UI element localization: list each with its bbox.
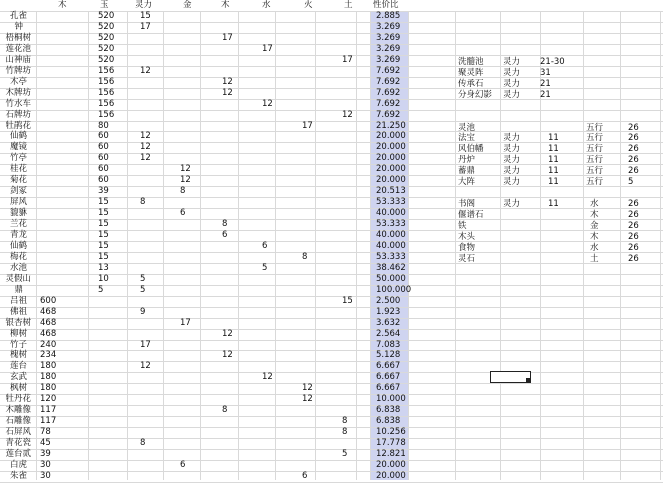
side-item-element[interactable]: 五行: [586, 123, 604, 133]
item-name[interactable]: 槐树: [10, 350, 28, 360]
side-item-value[interactable]: 21: [540, 79, 551, 89]
fire-value[interactable]: 8: [302, 252, 308, 262]
side-item-type[interactable]: 灵力: [503, 57, 521, 67]
jade-cost[interactable]: 15: [98, 252, 109, 262]
ratio-value[interactable]: 100.000: [376, 285, 412, 295]
header-jade[interactable]: 玉: [100, 0, 109, 10]
wood-cost[interactable]: 600: [40, 296, 57, 306]
ratio-value[interactable]: 5.128: [376, 350, 401, 360]
jade-cost[interactable]: 520: [98, 33, 115, 43]
earth-value[interactable]: 8: [342, 427, 348, 437]
jade-cost[interactable]: 520: [98, 44, 115, 54]
ratio-value[interactable]: 40.000: [376, 230, 406, 240]
side-item-value[interactable]: 11: [548, 155, 559, 165]
side-item-element[interactable]: 五行: [586, 133, 604, 143]
side-item-type[interactable]: 灵力: [503, 68, 521, 78]
ratio-value[interactable]: 3.269: [376, 55, 401, 65]
item-name[interactable]: 梧桐树: [5, 33, 32, 43]
earth-value[interactable]: 12: [342, 110, 353, 120]
ratio-value[interactable]: 20.513: [376, 186, 406, 196]
item-name[interactable]: 貔貅: [10, 208, 28, 218]
gridline-vertical: [88, 0, 89, 480]
gridline-vertical: [620, 0, 621, 480]
item-name[interactable]: 剑冢: [10, 186, 28, 196]
ratio-value[interactable]: 2.564: [376, 329, 401, 339]
side-item-type[interactable]: 灵力: [503, 90, 521, 100]
ratio-value[interactable]: 20.000: [376, 142, 406, 152]
jade-cost[interactable]: 60: [98, 164, 109, 174]
header-fire[interactable]: 火: [304, 0, 313, 10]
gridline-horizontal: [0, 449, 663, 450]
jade-cost[interactable]: 156: [98, 66, 115, 76]
ratio-value[interactable]: 3.269: [376, 22, 401, 32]
ratio-value[interactable]: 3.269: [376, 33, 401, 43]
selected-cell[interactable]: [490, 371, 531, 383]
item-name[interactable]: 孔雀: [10, 11, 28, 21]
side-item-value[interactable]: 11: [548, 177, 559, 187]
side-item-type[interactable]: 灵力: [503, 177, 521, 187]
item-name[interactable]: 仙鹤: [10, 131, 28, 141]
item-name[interactable]: 牡丹花: [5, 394, 32, 404]
item-name[interactable]: 佛祖: [10, 307, 28, 317]
gridline-vertical: [238, 0, 239, 480]
spirit-value[interactable]: 12: [140, 142, 151, 152]
gridline-horizontal: [0, 405, 663, 406]
spirit-value[interactable]: 15: [140, 11, 151, 21]
gridline-vertical: [370, 0, 371, 480]
side-item-name[interactable]: 食物: [458, 243, 476, 253]
jade-cost[interactable]: 15: [98, 208, 109, 218]
ratio-value[interactable]: 3.269: [376, 44, 401, 54]
ratio-value[interactable]: 17.778: [376, 438, 406, 448]
side-item-element-value[interactable]: 26: [628, 210, 639, 220]
gridline-horizontal: [0, 438, 663, 439]
item-name[interactable]: 梅花: [10, 252, 28, 262]
side-item-element-value[interactable]: 26: [628, 243, 639, 253]
ratio-value[interactable]: 20.000: [376, 471, 406, 481]
side-item-element[interactable]: 水: [590, 243, 599, 253]
side-item-element[interactable]: 五行: [586, 144, 604, 154]
ratio-value[interactable]: 7.083: [376, 340, 401, 350]
wood-cost[interactable]: 468: [40, 318, 57, 328]
ratio-value[interactable]: 6.667: [376, 372, 401, 382]
wood-value[interactable]: 17: [222, 33, 233, 43]
item-name[interactable]: 兰花: [10, 219, 28, 229]
jade-cost[interactable]: 5: [98, 285, 104, 295]
fire-value[interactable]: 17: [302, 121, 313, 131]
jade-cost[interactable]: 520: [98, 22, 115, 32]
gridline-horizontal: [0, 350, 663, 351]
gridline-horizontal: [0, 394, 663, 395]
side-item-name[interactable]: 聚灵阵: [458, 68, 484, 78]
jade-cost[interactable]: 15: [98, 197, 109, 207]
ratio-value[interactable]: 10.000: [376, 394, 406, 404]
item-name[interactable]: 竹子: [10, 340, 28, 350]
item-name[interactable]: 竹亭: [10, 153, 28, 163]
wood-cost[interactable]: 120: [40, 394, 57, 404]
gridline-vertical: [408, 0, 409, 480]
header-water[interactable]: 水: [262, 0, 271, 10]
item-name[interactable]: 石屏风: [5, 427, 32, 437]
gridline-horizontal: [0, 372, 663, 373]
item-name[interactable]: 鼎: [14, 285, 24, 295]
ratio-value[interactable]: 3.632: [376, 318, 401, 328]
side-item-name[interactable]: 铁: [458, 221, 467, 231]
side-item-name[interactable]: 法宝: [458, 133, 476, 143]
gold-value[interactable]: 17: [180, 318, 191, 328]
side-item-name[interactable]: 洗髓池: [458, 57, 484, 67]
water-value[interactable]: 12: [262, 372, 273, 382]
gridline-vertical: [275, 0, 276, 480]
item-name[interactable]: 莲花池: [5, 44, 32, 54]
side-item-type[interactable]: 灵力: [503, 155, 521, 165]
gridline-horizontal: [0, 307, 663, 308]
gridline-horizontal: [0, 460, 663, 461]
side-item-element-value[interactable]: 26: [628, 166, 639, 176]
earth-value[interactable]: 8: [342, 416, 348, 426]
gridline-horizontal: [0, 427, 663, 428]
earth-value[interactable]: 5: [342, 449, 348, 459]
gridline-vertical: [315, 0, 316, 480]
wood-value[interactable]: 12: [222, 329, 233, 339]
side-item-value[interactable]: 11: [548, 199, 559, 209]
wood-cost[interactable]: 180: [40, 383, 57, 393]
spirit-value[interactable]: 12: [140, 131, 151, 141]
header-spirit[interactable]: 灵力: [135, 0, 153, 10]
jade-cost[interactable]: 156: [98, 110, 115, 120]
item-name[interactable]: 竹水车: [5, 99, 32, 109]
spirit-value[interactable]: 9: [140, 307, 146, 317]
header-wood[interactable]: 木: [58, 0, 67, 10]
wood-cost[interactable]: 45: [40, 438, 51, 448]
side-item-name[interactable]: 偃谱石: [458, 210, 484, 220]
fill-handle[interactable]: [526, 378, 530, 382]
ratio-value[interactable]: 20.000: [376, 131, 406, 141]
header-earth[interactable]: 土: [344, 0, 353, 10]
item-name[interactable]: 木牌坊: [5, 88, 32, 98]
ratio-value[interactable]: 53.333: [376, 252, 406, 262]
wood-cost[interactable]: 30: [40, 460, 51, 470]
wood-cost[interactable]: 180: [40, 361, 57, 371]
side-item-element-value[interactable]: 26: [628, 232, 639, 242]
side-item-element[interactable]: 木: [590, 210, 599, 220]
item-name[interactable]: 仙鹤: [10, 241, 28, 251]
side-item-element[interactable]: 木: [590, 232, 599, 242]
ratio-value[interactable]: 7.692: [376, 99, 401, 109]
ratio-value[interactable]: 20.000: [376, 175, 406, 185]
gridline-vertical: [500, 0, 501, 480]
ratio-value[interactable]: 20.000: [376, 164, 406, 174]
item-name[interactable]: 山神庙: [5, 55, 32, 65]
gridline-horizontal: [0, 416, 663, 417]
gridline-horizontal: [0, 340, 663, 341]
item-name[interactable]: 莲台: [10, 361, 28, 371]
wood-cost[interactable]: 117: [40, 405, 57, 415]
ratio-value[interactable]: 7.692: [376, 66, 401, 76]
jade-cost[interactable]: 156: [98, 77, 115, 87]
water-value[interactable]: 5: [262, 263, 268, 273]
item-name[interactable]: 石牌坊: [5, 110, 32, 120]
jade-cost[interactable]: 15: [98, 241, 109, 251]
jade-cost[interactable]: 80: [98, 121, 109, 131]
side-item-element[interactable]: 金: [590, 221, 599, 231]
ratio-value[interactable]: 21.250: [376, 121, 406, 131]
wood-cost[interactable]: 78: [40, 427, 51, 437]
side-item-name[interactable]: 风伯幡: [458, 144, 484, 154]
ratio-value[interactable]: 6.667: [376, 383, 401, 393]
item-name[interactable]: 吕祖: [10, 296, 28, 306]
ratio-value[interactable]: 1.923: [376, 307, 401, 317]
gridline-vertical: [660, 0, 661, 480]
gold-value[interactable]: 12: [180, 175, 191, 185]
item-name[interactable]: 莲台贰: [5, 449, 32, 459]
side-item-element-value[interactable]: 26: [628, 144, 639, 154]
gridline-vertical: [356, 0, 357, 480]
side-item-value[interactable]: 11: [548, 166, 559, 176]
jade-cost[interactable]: 520: [98, 55, 115, 65]
side-item-element-value[interactable]: 26: [628, 199, 639, 209]
gridline-vertical: [36, 0, 37, 480]
item-name[interactable]: 白虎: [10, 460, 28, 470]
item-name[interactable]: 石雕像: [5, 416, 32, 426]
item-name[interactable]: 竹牌坊: [5, 66, 32, 76]
side-item-element[interactable]: 水: [590, 199, 599, 209]
ratio-value[interactable]: 53.333: [376, 219, 406, 229]
header-ratio[interactable]: 性价比: [373, 0, 399, 10]
ratio-value[interactable]: 40.000: [376, 208, 406, 218]
jade-cost[interactable]: 520: [98, 11, 115, 21]
item-name[interactable]: 钟: [14, 22, 24, 32]
side-item-element-value[interactable]: 26: [628, 221, 639, 231]
ratio-value[interactable]: 7.692: [376, 88, 401, 98]
spirit-value[interactable]: 12: [140, 66, 151, 76]
wood-value[interactable]: 8: [222, 405, 228, 415]
item-name[interactable]: 灵假山: [5, 274, 32, 284]
gridline-horizontal: [0, 361, 663, 362]
spirit-value[interactable]: 8: [140, 197, 146, 207]
fire-value[interactable]: 6: [302, 471, 308, 481]
item-name[interactable]: 木雕像: [5, 405, 32, 415]
ratio-value[interactable]: 12.821: [376, 449, 406, 459]
side-item-element[interactable]: 五行: [586, 177, 604, 187]
spirit-value[interactable]: 17: [140, 22, 151, 32]
ratio-value[interactable]: 38.462: [376, 263, 406, 273]
side-item-element[interactable]: 五行: [586, 155, 604, 165]
gold-value[interactable]: 8: [180, 186, 186, 196]
ratio-value[interactable]: 20.000: [376, 460, 406, 470]
ratio-value[interactable]: 6.838: [376, 416, 401, 426]
gridline-horizontal: [0, 329, 663, 330]
side-item-name[interactable]: 传承石: [458, 79, 484, 89]
side-item-value[interactable]: 21-30: [540, 57, 565, 67]
earth-value[interactable]: 15: [342, 296, 353, 306]
item-name[interactable]: 枫树: [10, 383, 28, 393]
item-name[interactable]: 青花瓷: [5, 438, 32, 448]
side-item-name[interactable]: 灵池: [458, 123, 476, 133]
jade-cost[interactable]: 60: [98, 153, 109, 163]
side-item-type[interactable]: 灵力: [503, 166, 521, 176]
side-item-name[interactable]: 分身幻影: [458, 90, 493, 100]
ratio-value[interactable]: 20.000: [376, 153, 406, 163]
side-item-element-value[interactable]: 26: [628, 123, 639, 133]
spirit-value[interactable]: 8: [140, 438, 146, 448]
ratio-value[interactable]: 40.000: [376, 241, 406, 251]
gridline-vertical: [200, 0, 201, 480]
side-item-element-value[interactable]: 26: [628, 155, 639, 165]
item-name[interactable]: 屏风: [10, 197, 28, 207]
jade-cost[interactable]: 15: [98, 219, 109, 229]
jade-cost[interactable]: 156: [98, 99, 115, 109]
jade-cost[interactable]: 13: [98, 263, 109, 273]
side-item-value[interactable]: 21: [540, 90, 551, 100]
jade-cost[interactable]: 39: [98, 186, 109, 196]
gridline-horizontal: [0, 318, 663, 319]
water-value[interactable]: 6: [262, 241, 268, 251]
wood-value[interactable]: 12: [222, 77, 233, 87]
spirit-value[interactable]: 5: [140, 285, 146, 295]
wood-cost[interactable]: 39: [40, 449, 51, 459]
side-item-element[interactable]: 五行: [586, 166, 604, 176]
header-row: [0, 0, 663, 11]
gridline-horizontal: [0, 296, 663, 297]
side-item-name[interactable]: 书阁: [458, 199, 476, 209]
spirit-value[interactable]: 5: [140, 274, 146, 284]
ratio-value[interactable]: 2.885: [376, 11, 401, 21]
ratio-value[interactable]: 50.000: [376, 274, 406, 284]
item-name[interactable]: 玄武: [10, 372, 28, 382]
side-item-name[interactable]: 灵石: [458, 254, 476, 264]
ratio-value[interactable]: 6.667: [376, 361, 401, 371]
wood-value[interactable]: 8: [222, 219, 228, 229]
side-item-type[interactable]: 灵力: [503, 133, 521, 143]
wood-cost[interactable]: 468: [40, 307, 57, 317]
header-gold[interactable]: 金: [183, 0, 192, 10]
side-item-name[interactable]: 木头: [458, 232, 476, 242]
side-item-type[interactable]: 灵力: [503, 79, 521, 89]
side-item-name[interactable]: 蓄鼎: [458, 166, 476, 176]
ratio-value[interactable]: 7.692: [376, 110, 401, 120]
ratio-value[interactable]: 7.692: [376, 77, 401, 87]
gold-value[interactable]: 6: [180, 460, 186, 470]
item-name[interactable]: 柳树: [10, 329, 28, 339]
gold-value[interactable]: 6: [180, 208, 186, 218]
water-value[interactable]: 17: [262, 44, 273, 54]
jade-cost[interactable]: 60: [98, 142, 109, 152]
fire-value[interactable]: 12: [302, 383, 313, 393]
gridline-vertical: [127, 0, 128, 480]
side-item-type[interactable]: 灵力: [503, 199, 521, 209]
ratio-value[interactable]: 2.500: [376, 296, 401, 306]
side-item-name[interactable]: 大阵: [458, 177, 476, 187]
wood-value[interactable]: 12: [222, 350, 233, 360]
item-name[interactable]: 木亭: [10, 77, 28, 87]
wood-value[interactable]: 6: [222, 230, 228, 240]
ratio-value[interactable]: 10.256: [376, 427, 406, 437]
earth-value[interactable]: 17: [342, 55, 353, 65]
side-item-element-value[interactable]: 5: [628, 177, 634, 187]
spirit-value[interactable]: 12: [140, 361, 151, 371]
ratio-value[interactable]: 53.333: [376, 197, 406, 207]
side-item-element-value[interactable]: 26: [628, 254, 639, 264]
item-name[interactable]: 牡鹃花: [5, 121, 32, 131]
jade-cost[interactable]: 60: [98, 175, 109, 185]
gridline-horizontal: [0, 471, 663, 472]
wood-cost[interactable]: 234: [40, 350, 57, 360]
wood-value[interactable]: 12: [222, 88, 233, 98]
spirit-value[interactable]: 17: [140, 340, 151, 350]
jade-cost[interactable]: 60: [98, 131, 109, 141]
side-item-value[interactable]: 11: [548, 144, 559, 154]
side-item-element[interactable]: 土: [590, 254, 599, 264]
wood-cost[interactable]: 117: [40, 416, 57, 426]
side-item-name[interactable]: 丹炉: [458, 155, 476, 165]
fire-value[interactable]: 12: [302, 394, 313, 404]
item-name[interactable]: 菊花: [10, 175, 28, 185]
gridline-horizontal: [0, 383, 663, 384]
jade-cost[interactable]: 15: [98, 230, 109, 240]
wood-cost[interactable]: 240: [40, 340, 57, 350]
item-name[interactable]: 魔镜: [10, 142, 28, 152]
side-item-value[interactable]: 31: [540, 68, 551, 78]
item-name[interactable]: 青龙: [10, 230, 28, 240]
gridline-vertical: [455, 0, 456, 480]
side-item-element-value[interactable]: 26: [628, 133, 639, 143]
wood-cost[interactable]: 468: [40, 329, 57, 339]
item-name[interactable]: 水池: [10, 263, 28, 273]
spirit-value[interactable]: 12: [140, 153, 151, 163]
item-name[interactable]: 朱雀: [10, 471, 28, 481]
jade-cost[interactable]: 10: [98, 274, 109, 284]
ratio-value[interactable]: 6.838: [376, 405, 401, 415]
item-name[interactable]: 桂花: [10, 164, 28, 174]
wood-cost[interactable]: 30: [40, 471, 51, 481]
gridline-vertical: [163, 0, 164, 480]
header-wood-2[interactable]: 木: [221, 0, 230, 10]
side-item-value[interactable]: 11: [548, 133, 559, 143]
water-value[interactable]: 12: [262, 99, 273, 109]
gold-value[interactable]: 12: [180, 164, 191, 174]
wood-cost[interactable]: 180: [40, 372, 57, 382]
item-name[interactable]: 银杏树: [5, 318, 32, 328]
side-item-type[interactable]: 灵力: [503, 144, 521, 154]
gridline-vertical: [583, 0, 584, 480]
jade-cost[interactable]: 156: [98, 88, 115, 98]
